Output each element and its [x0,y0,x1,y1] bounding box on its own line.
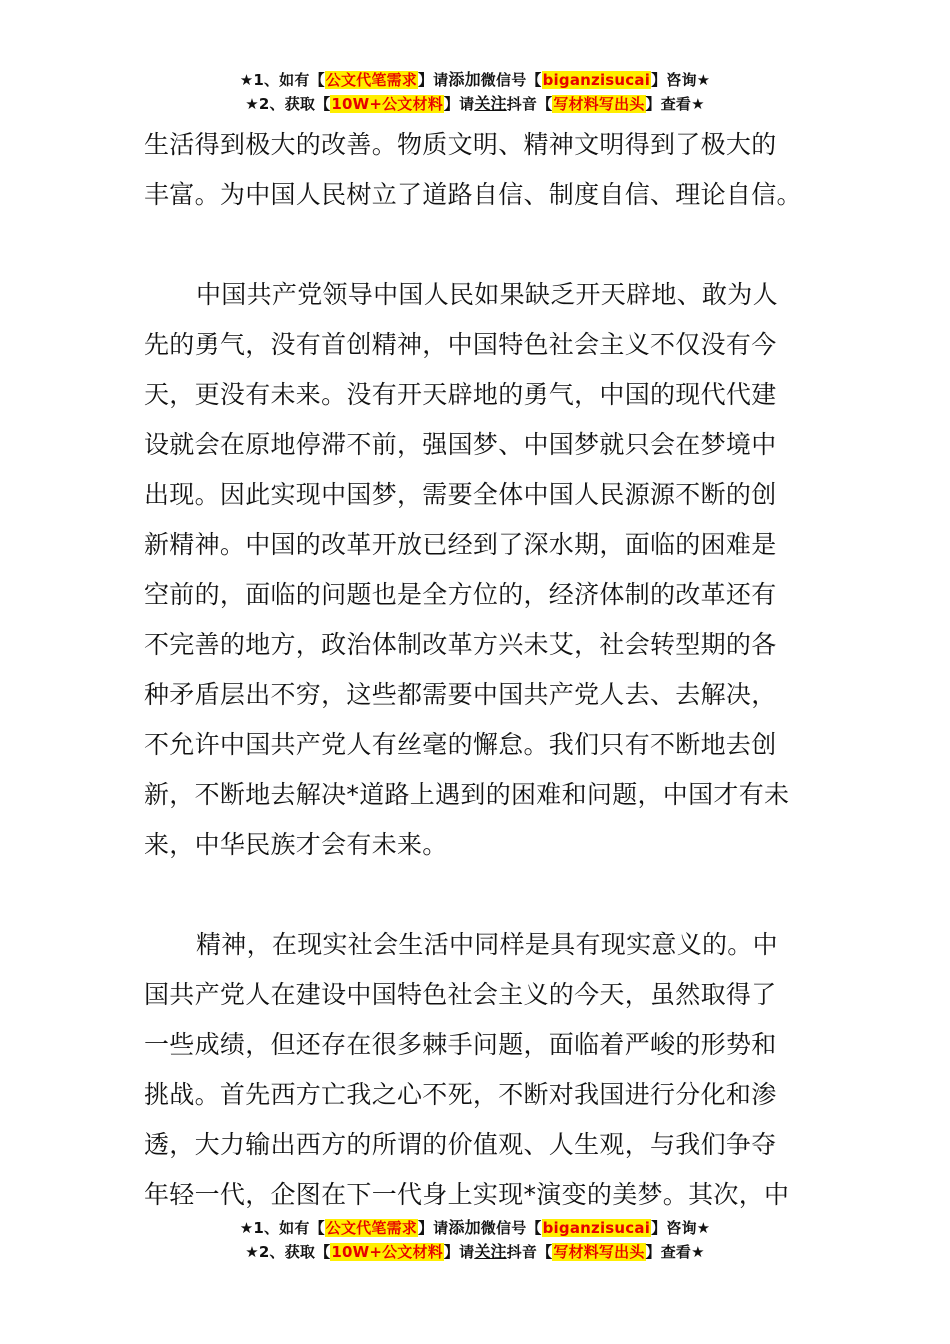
banner-text: 抖音【 [506,1243,553,1261]
text-line: 年轻一代，企图在下一代身上实现*演变的美梦。其次，中 [144,1180,790,1209]
banner-text: ★2、获取【 [245,95,331,113]
banner-highlight: 公文代笔需求 [325,71,417,89]
banner-text: ★2、获取【 [245,1243,331,1261]
text-line: 出现。因此实现中国梦，需要全体中国人民源源不断的创 [144,480,777,509]
banner-emphasis: 添加 [448,1218,481,1237]
banner-emphasis: 关注 [474,94,507,113]
banner-highlight: biganzisucai [542,71,651,89]
text-line: 丰富。为中国人民树立了道路自信、制度自信、理论自信。 [144,180,802,209]
banner-highlight: 写材料写出头 [553,95,645,113]
banner-text: 】咨询★ [651,1219,711,1237]
banner-line-2 [0,92,950,116]
text-line: 新，不断地去解决*道路上遇到的困难和问题，中国才有未 [144,780,790,809]
banner-text: 】请 [443,1243,475,1261]
text-line: 中国共产党领导中国人民如果缺乏开天辟地、敢为人 [196,280,778,309]
banner-text: 抖音【 [506,95,553,113]
banner-text: 】查看★ [645,1243,705,1261]
banner-text: ★1、如有【 [239,71,325,89]
text-line: 生活得到极大的改善。物质文明、精神文明得到了极大的 [144,130,777,159]
text-line: 精神，在现实社会生活中同样是具有现实意义的。中 [196,930,778,959]
banner-highlight: 公文代笔需求 [325,1219,417,1237]
text-line: 先的勇气，没有首创精神，中国特色社会主义不仅没有今 [144,330,777,359]
banner-line-2 [0,1240,950,1264]
document-body [144,120,808,1220]
text-line: 设就会在原地停滞不前，强国梦、中国梦就只会在梦境中 [144,430,777,459]
footer-banner [0,1216,950,1264]
text-line: 一些成绩，但还存在很多棘手问题，面临着严峻的形势和 [144,1030,777,1059]
paragraph-gap [144,870,808,920]
text-line: 新精神。中国的改革开放已经到了深水期，面临的困难是 [144,530,777,559]
banner-emphasis: 添加 [448,70,481,89]
text-line: 不允许中国共产党人有丝毫的懈怠。我们只有不断地去创 [144,730,777,759]
banner-highlight: 10W+公文材料 [331,1243,443,1261]
banner-text: 】咨询★ [651,71,711,89]
banner-text: 微信号【 [480,71,542,89]
banner-text: 微信号【 [480,1219,542,1237]
banner-highlight: 10W+公文材料 [331,95,443,113]
banner-highlight: 写材料写出头 [553,1243,645,1261]
banner-text: 】请 [443,95,475,113]
header-banner [0,68,950,116]
text-line: 种矛盾层出不穷，这些都需要中国共产党人去、去解决， [144,680,777,709]
text-line: 透，大力输出西方的所谓的价值观、人生观，与我们争夺 [144,1130,777,1159]
banner-text: 】查看★ [645,95,705,113]
text-line: 不完善的地方，政治体制改革方兴未艾，社会转型期的各 [144,630,777,659]
text-line: 挑战。首先西方亡我之心不死，不断对我国进行分化和渗 [144,1080,777,1109]
banner-text: 】请 [417,71,449,89]
text-line: 天，更没有未来。没有开天辟地的勇气，中国的现代代建 [144,380,777,409]
text-line: 国共产党人在建设中国特色社会主义的今天，虽然取得了 [144,980,777,1009]
banner-line-1 [0,1216,950,1240]
text-line: 来，中华民族才会有未来。 [144,830,448,859]
banner-line-1 [0,68,950,92]
banner-text: ★1、如有【 [239,1219,325,1237]
text-line: 空前的，面临的问题也是全方位的，经济体制的改革还有 [144,580,777,609]
banner-emphasis: 关注 [474,1242,507,1261]
banner-text: 】请 [417,1219,449,1237]
banner-highlight: biganzisucai [542,1219,651,1237]
paragraph-gap [144,220,808,270]
